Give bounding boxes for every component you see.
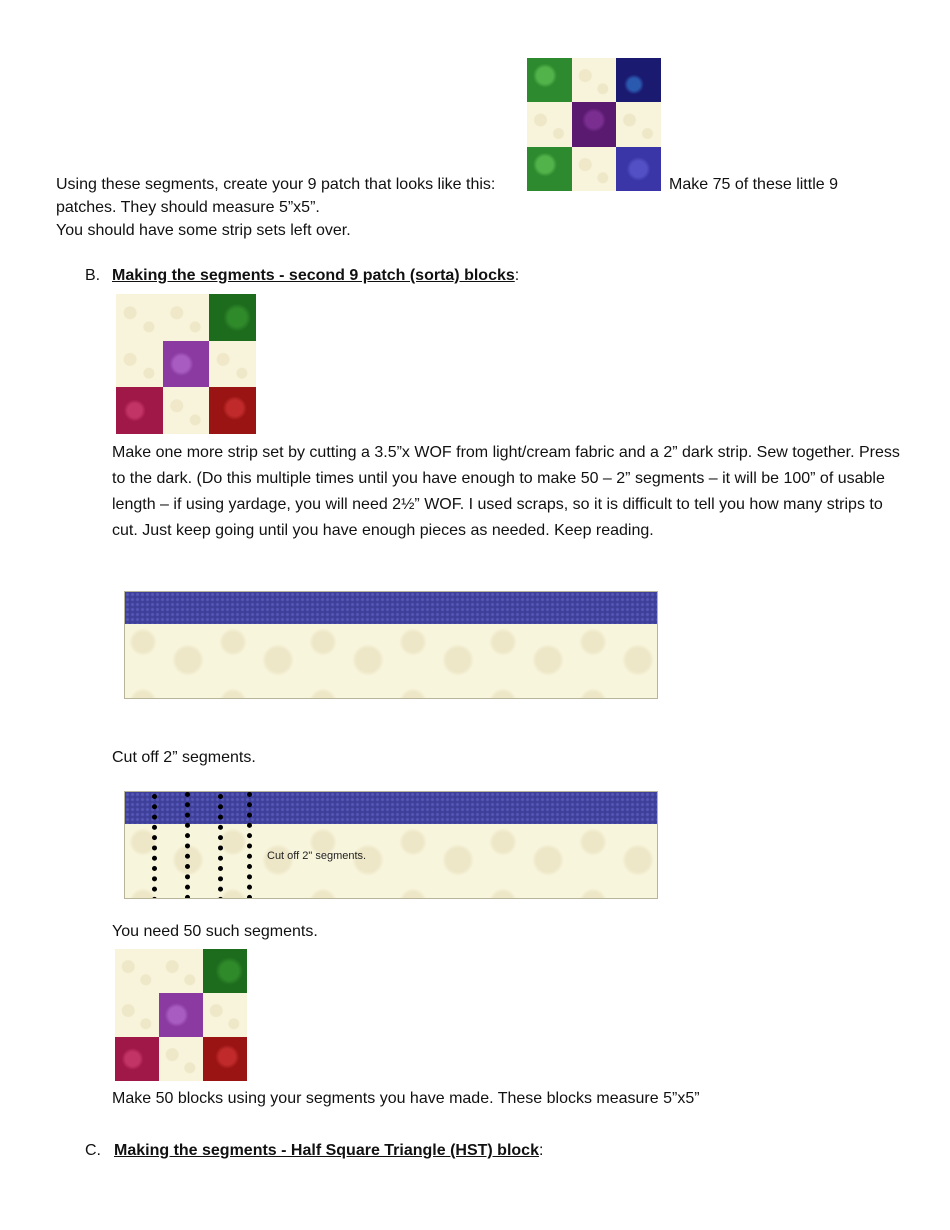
patch-red xyxy=(203,1037,247,1081)
patch-cream xyxy=(116,294,163,341)
patch-cream xyxy=(159,1037,203,1081)
cut-annotation: Cut off 2" segments. xyxy=(267,850,367,862)
section-c-heading-text: Making the segments - Half Square Triangle (HST) block xyxy=(114,1142,539,1159)
cut-line xyxy=(152,794,157,899)
patch-cream xyxy=(527,102,572,146)
patch-green xyxy=(527,147,572,191)
light-strip xyxy=(125,824,657,898)
strip-set-cut-image xyxy=(124,791,658,899)
finished-block-image xyxy=(115,949,247,1081)
patch-purple xyxy=(572,102,617,146)
patch-cream xyxy=(572,58,617,102)
patch-magenta xyxy=(115,1037,159,1081)
patch-cream xyxy=(616,102,661,146)
patch-cream xyxy=(163,294,210,341)
patch-blue xyxy=(616,147,661,191)
patch-navy xyxy=(616,58,661,102)
patch-cream xyxy=(159,949,203,993)
light-strip xyxy=(125,624,657,698)
strip-set-image xyxy=(124,591,658,699)
dark-strip xyxy=(125,592,657,624)
section-a-make-text: Make 75 of these little 9 xyxy=(669,176,838,193)
cut-line xyxy=(247,792,252,899)
patch-purple xyxy=(159,993,203,1037)
dark-strip xyxy=(125,792,657,824)
cut-line xyxy=(218,794,223,899)
section-b-letter: B. xyxy=(85,267,101,284)
patch-green xyxy=(209,294,256,341)
patch-cream xyxy=(209,341,256,388)
make-blocks-text: Make 50 blocks using your segments you have made. These blocks measure 5”x5” xyxy=(112,1090,700,1107)
cut-instruction-text: Cut off 2” segments. xyxy=(112,749,256,766)
patch-magenta xyxy=(116,387,163,434)
section-c-heading-colon: : xyxy=(538,1142,544,1159)
patch-cream xyxy=(116,341,163,388)
patch-red xyxy=(209,387,256,434)
patch-cream xyxy=(163,387,210,434)
patch-cream xyxy=(572,147,617,191)
patch-green xyxy=(527,58,572,102)
patch-cream xyxy=(115,949,159,993)
need-segments-text: You need 50 such segments. xyxy=(112,923,318,940)
section-c-heading xyxy=(114,1141,543,1161)
section-b-paragraph: Make one more strip set by cutting a 3.5”x WOF from light/cream fabric and a 2” dark strip. Sew together. Press to the dark. (Do this multiple times until you have enough to make 50 – 2” segments – it will be 100” of usable length – if using yardage, you will need 2½” WOF. I used scraps, so it is difficult to tell you how many strips to cut. Just keep going until you have enough pieces as needed. Keep reading. xyxy=(112,444,900,539)
patch-green xyxy=(203,949,247,993)
patch-cream xyxy=(203,993,247,1037)
nine-patch-block-image xyxy=(527,58,661,191)
second-nine-patch-block-image xyxy=(116,294,256,434)
section-a-intro-text: Using these segments, create your 9 patch that looks like this: xyxy=(56,176,496,193)
patch-cream xyxy=(115,993,159,1037)
cut-line xyxy=(185,792,190,899)
section-b-heading xyxy=(112,266,519,286)
patch-purple xyxy=(163,341,210,388)
section-b-heading-text: Making the segments - second 9 patch (sorta) blocks xyxy=(112,267,515,284)
section-a-line-3: You should have some strip sets left over. xyxy=(56,222,351,239)
section-a-line-2: patches. They should measure 5”x5”. xyxy=(56,199,320,216)
section-b-heading-colon: : xyxy=(514,267,520,284)
section-c-letter: C. xyxy=(85,1142,101,1159)
